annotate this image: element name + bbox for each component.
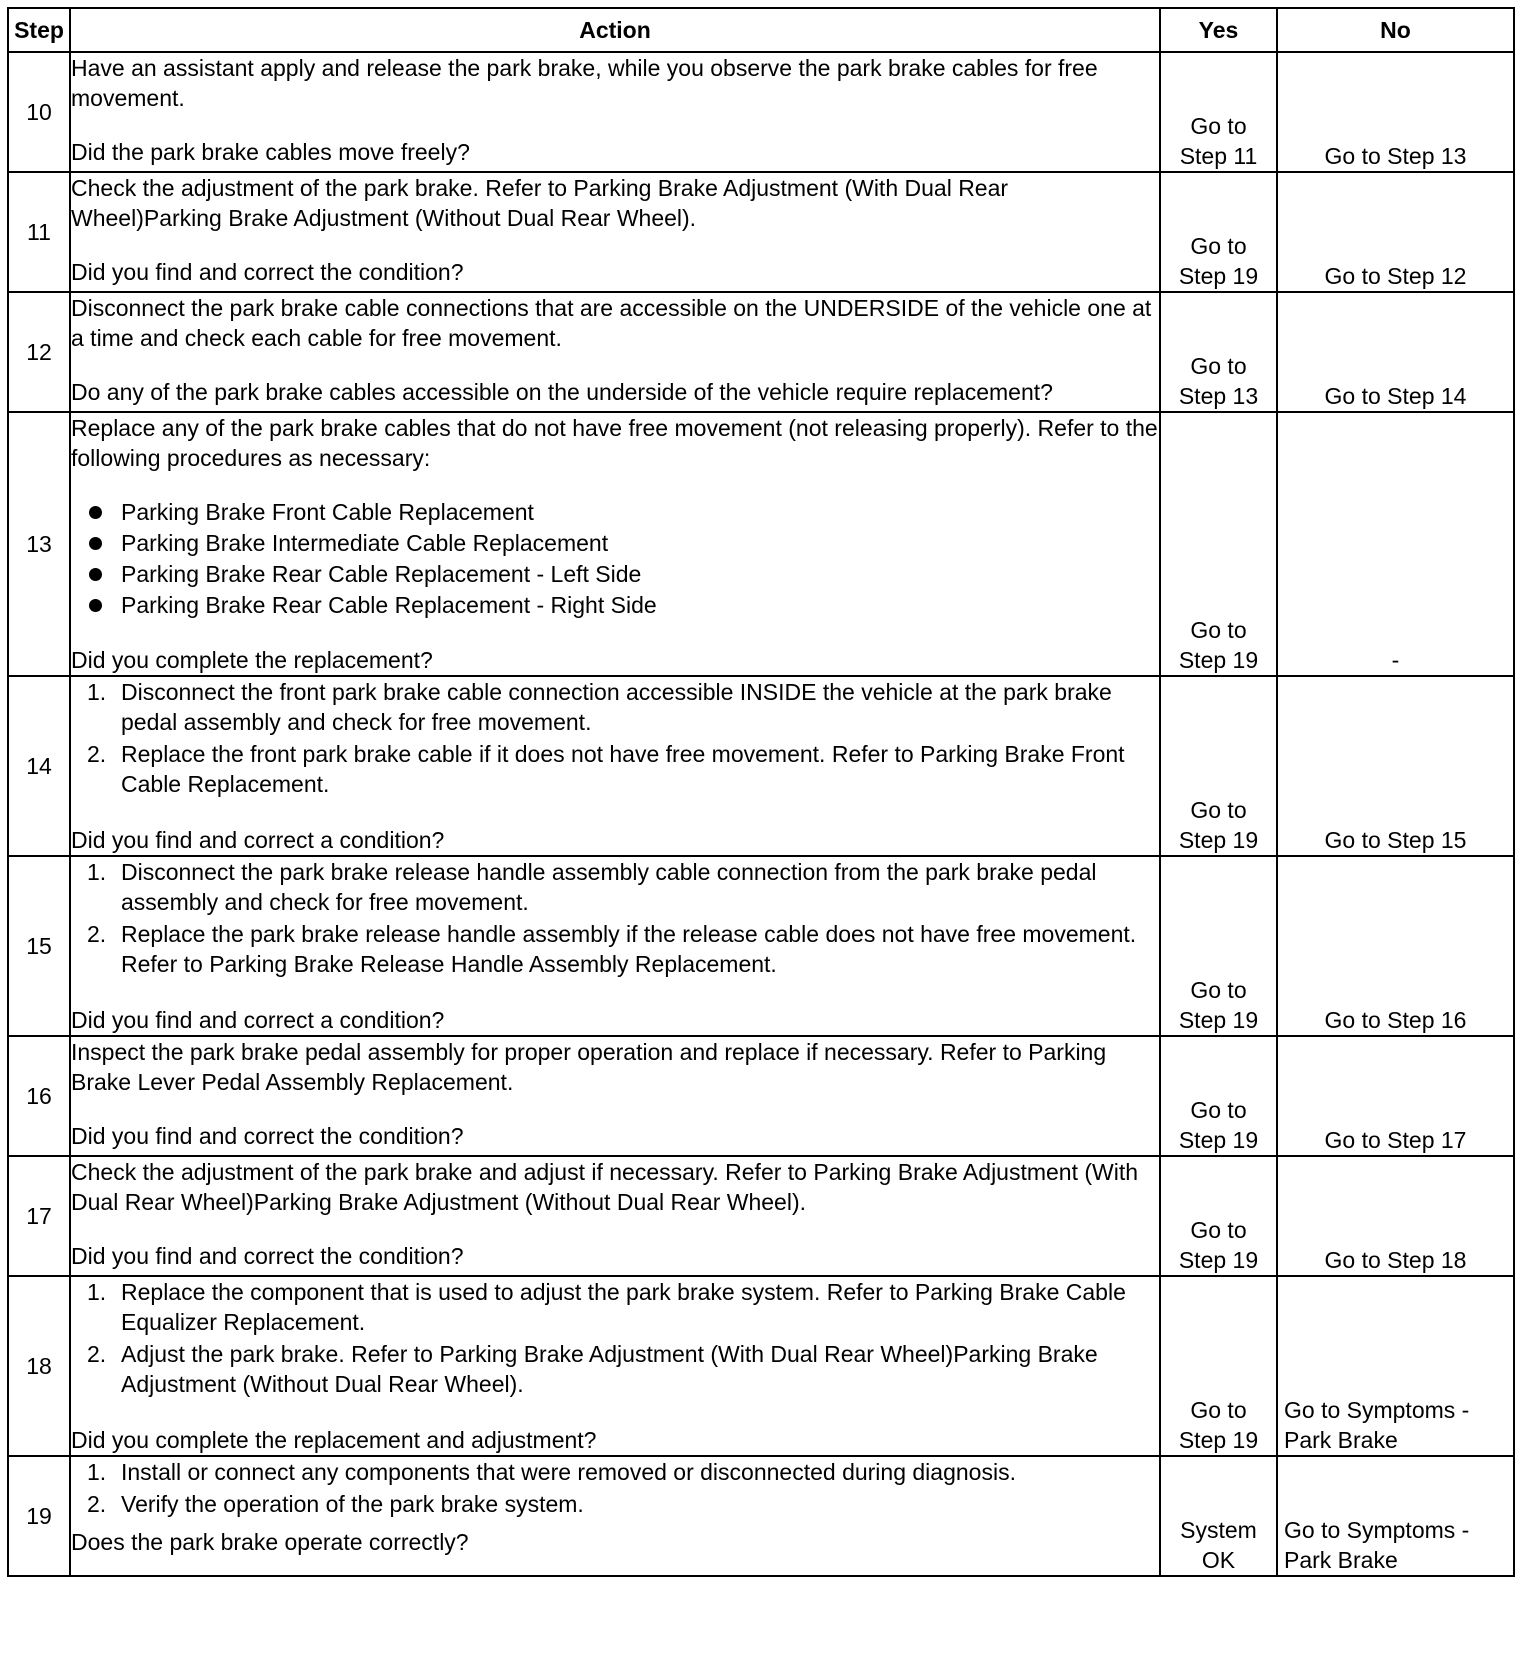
yes-line: Go to	[1190, 233, 1247, 259]
bullet-item: Parking Brake Rear Cable Replacement - Left Side	[71, 559, 1159, 590]
no-result	[1277, 1036, 1514, 1156]
item-text: Replace the component that is used to adjust the park brake system. Refer to Parking Brake Cable Equalizer Replacement.	[121, 1279, 1126, 1335]
yes-line: Go to	[1190, 113, 1247, 139]
action-question: Did you find and correct a condition?	[71, 1007, 445, 1033]
action-question: Did you find and correct the condition?	[71, 1123, 464, 1149]
spacer	[71, 113, 1159, 137]
action-question: Did you find and correct the condition?	[71, 1243, 464, 1269]
yes-line: Go to	[1190, 797, 1247, 823]
no-result	[1277, 1456, 1514, 1576]
spacer	[71, 621, 1159, 645]
yes-line: OK	[1201, 1547, 1236, 1573]
step-number: 18	[8, 1276, 70, 1456]
action-cell	[70, 1276, 1160, 1456]
table-row	[8, 1456, 1514, 1576]
table-row	[8, 172, 1514, 292]
numbered-list	[71, 857, 1159, 979]
yes-line: System	[1180, 1517, 1257, 1543]
step-number: 19	[8, 1456, 70, 1576]
yes-result	[1160, 52, 1277, 172]
header-row	[8, 8, 1514, 52]
yes-line: Step 19	[1178, 827, 1259, 853]
yes-line: Step 19	[1178, 647, 1259, 673]
table-row	[8, 1156, 1514, 1276]
yes-line: Go to	[1190, 353, 1247, 379]
item-number: 1.	[87, 679, 107, 705]
no-line: -	[1391, 647, 1400, 673]
table-row	[8, 1036, 1514, 1156]
yes-line: Step 19	[1178, 1127, 1259, 1153]
header-action: Action	[70, 8, 1160, 52]
action-cell	[70, 172, 1160, 292]
no-line: Go to Step 17	[1324, 1127, 1467, 1153]
step-number: 17	[8, 1156, 70, 1276]
no-line: Park Brake	[1284, 1547, 1398, 1573]
numbered-item	[71, 739, 1159, 799]
no-line: Go to Symptoms -	[1284, 1397, 1470, 1423]
spacer	[71, 1217, 1159, 1241]
action-cell	[70, 1036, 1160, 1156]
item-number: 2.	[87, 1491, 107, 1517]
item-number: 2.	[87, 1341, 107, 1367]
item-number: 2.	[87, 921, 107, 947]
numbered-item	[71, 1489, 1159, 1519]
item-text: Replace the front park brake cable if it does not have free movement. Refer to Parking Brake Front Cable Replacement.	[121, 741, 1125, 797]
numbered-list	[71, 677, 1159, 799]
table-row	[8, 856, 1514, 1036]
table-row	[8, 52, 1514, 172]
no-result	[1277, 1276, 1514, 1456]
numbered-item	[71, 857, 1159, 917]
yes-result	[1160, 1036, 1277, 1156]
table-row	[8, 292, 1514, 412]
item-text: Install or connect any components that were removed or disconnected during diagnosis.	[121, 1459, 1016, 1485]
no-line: Go to Step 12	[1324, 263, 1467, 289]
action-question: Did you complete the replacement?	[71, 647, 433, 673]
item-text: Verify the operation of the park brake system.	[121, 1491, 584, 1517]
no-result	[1277, 1156, 1514, 1276]
yes-line: Go to	[1190, 977, 1247, 1003]
item-number: 1.	[87, 859, 107, 885]
action-cell	[70, 52, 1160, 172]
diagnostic-table	[7, 7, 1515, 1577]
yes-line: Step 19	[1178, 1247, 1259, 1273]
item-number: 1.	[87, 1279, 107, 1305]
action-cell	[70, 412, 1160, 676]
no-line: Go to Step 13	[1324, 143, 1467, 169]
yes-line: Go to	[1190, 1397, 1247, 1423]
bullet-item: Parking Brake Intermediate Cable Replacement	[71, 528, 1159, 559]
yes-result	[1160, 292, 1277, 412]
bullet-list	[71, 497, 1159, 621]
no-result	[1277, 676, 1514, 856]
yes-line: Go to	[1190, 1217, 1247, 1243]
no-line: Go to Symptoms -	[1284, 1517, 1470, 1543]
action-text: Have an assistant apply and release the park brake, while you observe the park brake cables for free movement.	[71, 55, 1098, 111]
yes-line: Step 19	[1178, 1007, 1259, 1033]
no-line: Go to Step 18	[1324, 1247, 1467, 1273]
no-result	[1277, 292, 1514, 412]
yes-line: Step 19	[1178, 263, 1259, 289]
action-cell	[70, 1456, 1160, 1576]
table-row	[8, 412, 1514, 676]
step-number: 12	[8, 292, 70, 412]
table-body	[8, 52, 1514, 1576]
no-line: Go to Step 14	[1324, 383, 1467, 409]
numbered-item	[71, 1339, 1159, 1399]
step-number: 14	[8, 676, 70, 856]
yes-result	[1160, 856, 1277, 1036]
header-no: No	[1277, 8, 1514, 52]
item-number: 1.	[87, 1459, 107, 1485]
numbered-item	[71, 1457, 1159, 1487]
no-line: Park Brake	[1284, 1427, 1398, 1453]
spacer	[71, 1097, 1159, 1121]
numbered-list	[71, 1457, 1159, 1519]
header-step: Step	[8, 8, 70, 52]
yes-result	[1160, 172, 1277, 292]
action-question: Did you complete the replacement and adjustment?	[71, 1427, 597, 1453]
no-line: Go to Step 15	[1324, 827, 1467, 853]
action-cell	[70, 676, 1160, 856]
item-text: Disconnect the park brake release handle assembly cable connection from the park brake pedal assembly and check for free movement.	[121, 859, 1097, 915]
action-cell	[70, 292, 1160, 412]
action-text: Replace any of the park brake cables that do not have free movement (not releasing properly). Refer to the following procedures as necessary:	[71, 415, 1158, 471]
item-text: Adjust the park brake. Refer to Parking Brake Adjustment (With Dual Rear Wheel)Parking Brake Adjustment (Without Dual Rear Wheel).	[121, 1341, 1098, 1397]
item-number: 2.	[87, 741, 107, 767]
yes-line: Step 13	[1178, 383, 1259, 409]
step-number: 13	[8, 412, 70, 676]
action-question: Did you find and correct the condition?	[71, 259, 464, 285]
table-row	[8, 1276, 1514, 1456]
action-text: Check the adjustment of the park brake and adjust if necessary. Refer to Parking Brake Adjustment (With Dual Rear Wheel)Parking Brake Adjustment (Without Dual Rear Wheel).	[71, 1159, 1139, 1215]
action-question: Did you find and correct a condition?	[71, 827, 445, 853]
no-result	[1277, 412, 1514, 676]
yes-line: Step 11	[1179, 143, 1258, 169]
bullet-item: Parking Brake Rear Cable Replacement - Right Side	[71, 590, 1159, 621]
action-question: Did the park brake cables move freely?	[71, 139, 470, 165]
item-text: Replace the park brake release handle assembly if the release cable does not have free movement. Refer to Parking Brake Release Handle Assembly Replacement.	[121, 921, 1137, 977]
numbered-item	[71, 919, 1159, 979]
yes-line: Step 19	[1178, 1427, 1259, 1453]
no-line: Go to Step 16	[1324, 1007, 1467, 1033]
numbered-list	[71, 1277, 1159, 1399]
action-text: Check the adjustment of the park brake. Refer to Parking Brake Adjustment (With Dual Rear Wheel)Parking Brake Adjustment (Without Dual Rear Wheel).	[71, 175, 1009, 231]
spacer	[71, 233, 1159, 257]
yes-result	[1160, 676, 1277, 856]
no-result	[1277, 172, 1514, 292]
action-text: Inspect the park brake pedal assembly for proper operation and replace if necessary. Refer to Parking Brake Lever Pedal Assembly Replacement.	[71, 1039, 1107, 1095]
action-question: Does the park brake operate correctly?	[71, 1529, 469, 1555]
numbered-item	[71, 677, 1159, 737]
yes-result	[1160, 1156, 1277, 1276]
step-number: 15	[8, 856, 70, 1036]
action-cell	[70, 856, 1160, 1036]
table-row	[8, 676, 1514, 856]
step-number: 11	[8, 172, 70, 292]
item-text: Disconnect the front park brake cable connection accessible INSIDE the vehicle at the park brake pedal assembly and check for free movement.	[121, 679, 1112, 735]
yes-line: Go to	[1190, 617, 1247, 643]
numbered-item	[71, 1277, 1159, 1337]
no-result	[1277, 856, 1514, 1036]
spacer	[71, 981, 1159, 1005]
spacer	[71, 801, 1159, 825]
step-number: 16	[8, 1036, 70, 1156]
yes-result	[1160, 1276, 1277, 1456]
header-yes: Yes	[1160, 8, 1277, 52]
spacer	[71, 353, 1159, 377]
bullet-item: Parking Brake Front Cable Replacement	[71, 497, 1159, 528]
no-result	[1277, 52, 1514, 172]
action-text: Disconnect the park brake cable connections that are accessible on the UNDERSIDE of the vehicle one at a time and check each cable for free movement.	[71, 295, 1152, 351]
action-cell	[70, 1156, 1160, 1276]
step-number: 10	[8, 52, 70, 172]
spacer	[71, 473, 1159, 497]
yes-result	[1160, 412, 1277, 676]
spacer	[71, 1401, 1159, 1425]
action-question: Do any of the park brake cables accessible on the underside of the vehicle require replacement?	[71, 379, 1053, 405]
yes-line: Go to	[1190, 1097, 1247, 1123]
yes-result	[1160, 1456, 1277, 1576]
